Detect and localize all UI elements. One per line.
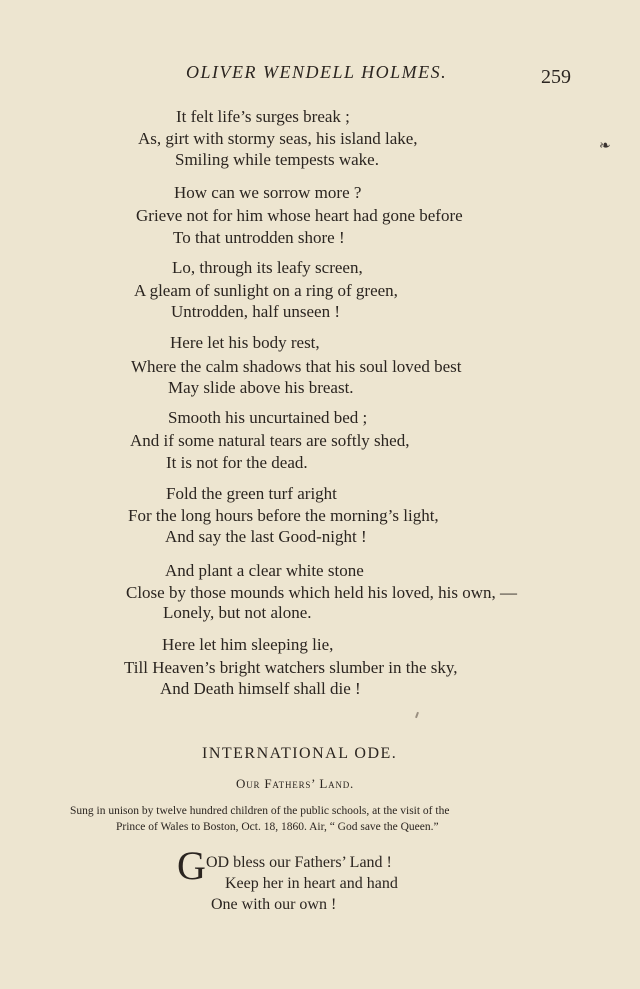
poem-line: It is not for the dead. — [166, 453, 308, 472]
poem-line: As, girt with stormy seas, his island lake, — [138, 129, 418, 148]
poem-line: And plant a clear white stone — [165, 561, 364, 580]
poem-line: To that untrodden shore ! — [173, 228, 345, 247]
poem-line: Lo, through its leafy screen, — [172, 258, 363, 277]
poem-line: Here let his body rest, — [170, 333, 320, 352]
ode-note-line: Sung in unison by twelve hundred children of the public schools, at the visit of the — [70, 805, 450, 817]
poem-line: Smooth his uncurtained bed ; — [168, 408, 368, 427]
poem-line: Where the calm shadows that his soul loved best — [131, 357, 462, 376]
poem-line: It felt life’s surges break ; — [176, 107, 350, 126]
poem-line: For the long hours before the morning’s light, — [128, 506, 439, 525]
ode-subtitle: Our Fathers’ Land. — [236, 776, 355, 791]
ink-speck — [415, 712, 419, 718]
poem-line: And if some natural tears are softly shed, — [130, 431, 410, 450]
poem-line: Grieve not for him whose heart had gone before — [136, 206, 463, 225]
ode-line: One with our own ! — [211, 896, 337, 913]
poem-line: And say the last Good-night ! — [165, 527, 367, 546]
poem-line: Lonely, but not alone. — [163, 603, 312, 622]
poem-line: May slide above his breast. — [168, 378, 354, 397]
poem-line: Fold the green turf aright — [166, 484, 337, 503]
page-number: 259 — [541, 66, 571, 88]
running-title: OLIVER WENDELL HOLMES. — [186, 62, 448, 82]
poem-line: Smiling while tempests wake. — [175, 150, 379, 169]
ode-title: INTERNATIONAL ODE. — [202, 745, 398, 762]
ode-line: OD bless our Fathers’ Land ! — [206, 854, 392, 871]
ode-note-line: Prince of Wales to Boston, Oct. 18, 1860. Air, “ God save the Queen.” — [116, 821, 439, 833]
poem-line: Till Heaven’s bright watchers slumber in the sky, — [124, 658, 458, 677]
poem-line: Close by those mounds which held his loved, his own, — — [126, 583, 517, 602]
drop-cap: G — [177, 843, 206, 888]
poem-line: Here let him sleeping lie, — [162, 635, 334, 654]
ode-line: Keep her in heart and hand — [225, 875, 398, 892]
poem-line: A gleam of sunlight on a ring of green, — [134, 281, 398, 300]
poem-line: And Death himself shall die ! — [160, 679, 361, 698]
ornament-mark: ❧ — [599, 139, 611, 154]
poem-line: How can we sorrow more ? — [174, 183, 362, 202]
poem-line: Untrodden, half unseen ! — [171, 302, 341, 321]
